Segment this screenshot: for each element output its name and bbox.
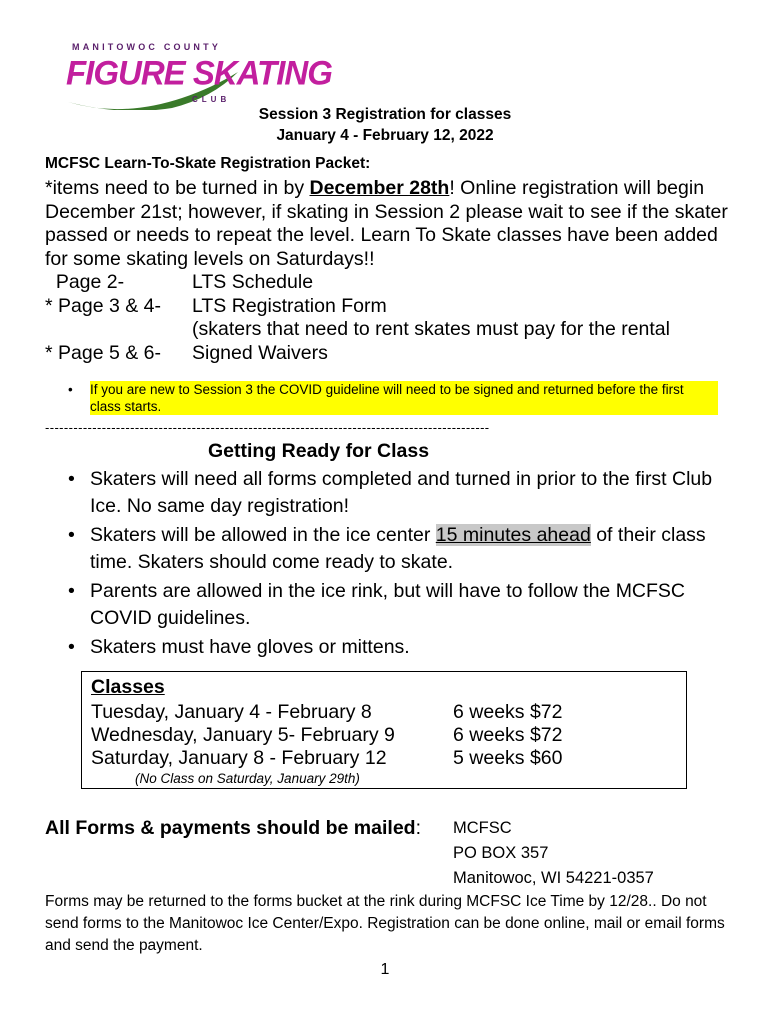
getting-ready-list [68, 466, 728, 664]
intro-before: *items need to be turned in by [45, 177, 310, 199]
address-line: MCFSC [453, 819, 512, 837]
covid-note-text: If you are new to Session 3 the COVID guideline will need to be signed and returned before the first class starts. [90, 382, 684, 414]
page-number: 1 [380, 961, 390, 978]
list-item: • Parents are allowed in the ice rink, but will have to follow the MCFSC COVID guidelines. [68, 580, 686, 629]
classes-box [81, 671, 687, 789]
address-line: Manitowoc, WI 54221-0357 [453, 869, 654, 887]
covid-note [68, 381, 718, 415]
intro-paragraph [45, 177, 735, 365]
list-item: • Skaters will be allowed in the ice center 15 minutes ahead of their class time. Skaters should come ready to skate. [68, 524, 706, 573]
class-row: Wednesday, January 5- February 9 6 weeks $72 [91, 724, 563, 746]
bullet-icon: • [68, 382, 73, 397]
logo-club-text: CLUB [192, 95, 231, 104]
list-item: • Skaters will need all forms completed and turned in prior to the first Club Ice. No same day registration! [68, 468, 713, 517]
intro-after: ! Online registration will begin December 21st; however, if skating in Session 2 please wait to see if the skater passed or needs to repeat the level. Learn To Skate classes have been added for some skating levels on Saturdays!! [45, 177, 728, 270]
mailing-label: All Forms & payments should be mailed: [45, 817, 421, 839]
no-class-note: (No Class on Saturday, January 29th) [135, 771, 360, 786]
bullet-icon: • [68, 524, 75, 546]
separator-line: ---------------------------------------------------------------------------------------------- [45, 420, 490, 435]
class-row: Saturday, January 8 - February 12 5 weeks $60 [91, 747, 563, 769]
session-title: Session 3 Registration for classes [258, 106, 512, 123]
address-line: PO BOX 357 [453, 844, 549, 862]
page-row: (skaters that need to rent skates must pay for the rental [192, 318, 670, 340]
classes-heading: Classes [91, 676, 165, 698]
packet-title: MCFSC Learn-To-Skate Registration Packet: [45, 155, 371, 172]
list-item: • Skaters must have gloves or mittens. [68, 634, 728, 661]
page-row: * Page 3 & 4- LTS Registration Form [45, 294, 387, 317]
highlighted-time: 15 minutes ahead [435, 524, 591, 546]
footer-paragraph: Forms may be returned to the forms bucket at the rink during MCFSC Ice Time by 12/28.. Do not send forms to the Manitowoc Ice Center/Expo. Registration can be done online, mail or email forms and send the payment. [45, 893, 725, 954]
page-row: Page 2- LTS Schedule [45, 271, 314, 293]
bullet-icon: • [68, 580, 75, 602]
bullet-icon: • [68, 468, 75, 490]
session-dates: January 4 - February 12, 2022 [276, 127, 494, 144]
logo-main-text: FIGURE SKATING [66, 53, 332, 92]
club-logo [62, 42, 332, 108]
logo-top-text: MANITOWOC COUNTY [72, 42, 222, 52]
bullet-icon: • [68, 636, 75, 658]
class-row: Tuesday, January 4 - February 8 6 weeks $72 [91, 701, 563, 723]
getting-ready-title: Getting Ready for Class [208, 440, 430, 462]
deadline-date: December 28th [309, 177, 450, 199]
page-row: * Page 5 & 6- Signed Waivers [45, 341, 328, 364]
